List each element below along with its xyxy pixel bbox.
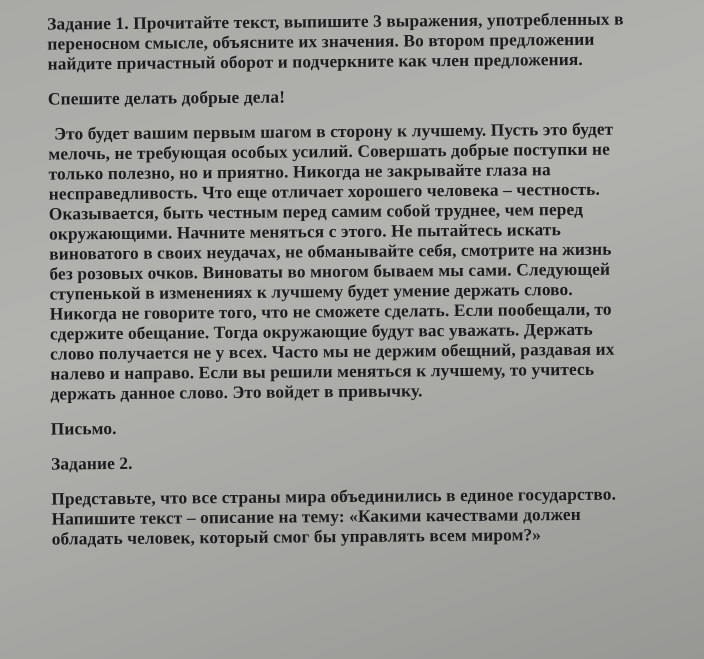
body-line: несправедливость. Что еще отличает хорошего человека – честность. — [48, 178, 600, 204]
task1-instructions — [47, 8, 694, 74]
body-line: виноватого в своих неудачах, не обманывайте себя, смотрите на жизнь — [49, 238, 612, 264]
task2-heading: Задание 2. — [50, 452, 133, 474]
body-line: держать данное слово. Это войдет в привычку. — [50, 380, 423, 404]
body-line: слово получается не у всех. Часто мы не держим обещний, раздавая их — [50, 338, 615, 364]
task1-line: переносном смысле, объясните их значения. Во втором предложении — [47, 28, 595, 54]
task2-line: Напишите текст – описание на тему: «Какими качествами должен — [51, 503, 581, 529]
body-line: без розовых очков. Виноваты во многом бываем мы сами. Следующей — [49, 258, 611, 284]
body-line: мелочь, не требующая особых усилий. Совершать добрые поступки не — [48, 138, 610, 164]
body-line: Это будет вашим первым шагом в сторону к лучшему. Пусть это будет — [54, 118, 614, 144]
body-line: окружающими. Начните меняться с этого. Не пытайтесь искать — [48, 219, 561, 244]
task1-line: Задание 1. Прочитайте текст, выпишите 3 выражения, употребленных в — [47, 8, 624, 34]
body-line: ступенькой в изменениях к лучшему будет умение держать слово. — [49, 279, 573, 304]
task2-instructions — [51, 483, 698, 549]
task2-line: обладать человек, который смог бы управлять всем миром?» — [51, 524, 542, 549]
body-line: Оказывается, быть честным перед самим собой труднее, чем перед — [48, 198, 584, 224]
section-letter-heading: Письмо. — [50, 417, 117, 439]
body-line: только полезно, но и приятно. Никогда не закрывайте глаза на — [48, 159, 551, 184]
task2-line: Представьте, что все страны мира объединились в единое государство. — [51, 483, 617, 509]
task1-line: найдите причастный оборот и подчеркните как член предложения. — [47, 48, 583, 74]
text-title: Спешите делать добрые дела! — [47, 86, 286, 109]
body-line: налево и направо. Если вы решили меняться к лучшему, то учитесь — [50, 358, 595, 384]
body-line: Никогда не говорите того, что не сможете сделать. Если пообещали, то — [49, 298, 612, 324]
body-text — [48, 118, 697, 404]
body-line: сдержите обещание. Тогда окружающие будут вас уважать. Держать — [49, 318, 593, 344]
